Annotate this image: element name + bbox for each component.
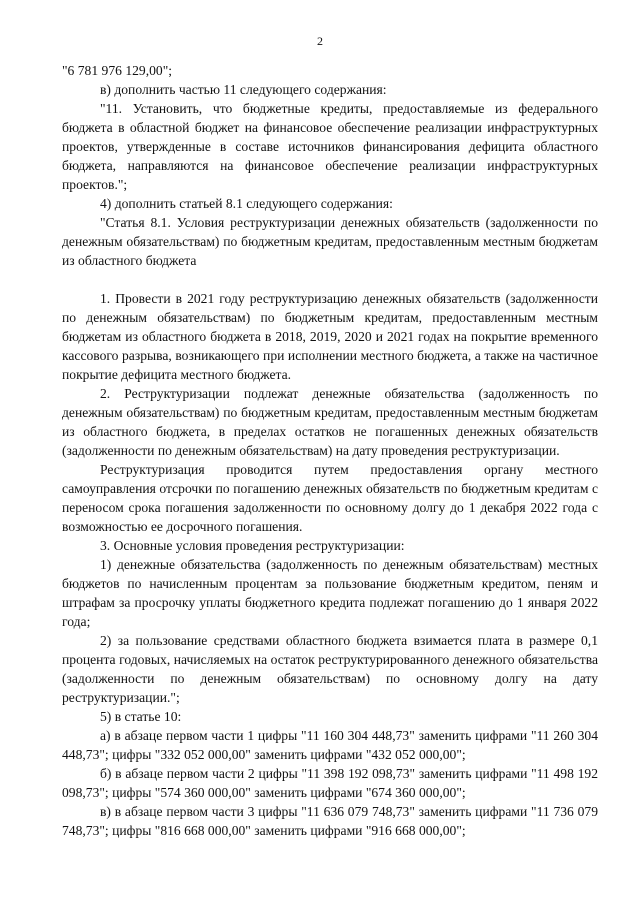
paragraph: б) в абзаце первом части 2 цифры "11 398 192 098,73" заменить цифрами "11 498 192 098,73"; цифры "574 360 000,00" заменить цифрами "674 360 000,00"; — [62, 766, 598, 800]
paragraph: 1) денежные обязательства (задолженность по денежным обязательствам) местных бюджетов по начисленным процентам за пользование бюджетным кредитом, пеням и штрафам за просрочку уплаты бюджетного кредита подлежат погашению до 1 января 2022 года; — [62, 557, 598, 629]
paragraph: а) в абзаце первом части 1 цифры "11 160 304 448,73" заменить цифрами "11 260 304 448,73"; цифры "332 052 000,00" заменить цифрами "432 052 000,00"; — [62, 728, 598, 762]
paragraph: "11. Установить, что бюджетные кредиты, предоставляемые из федерального бюджета в областной бюджет на финансовое обеспечение реализации инфраструктурных проектов, утвержденные в составе источников финансирования дефицита областного бюджета, направляются на финансовое обеспечение реализации инфраструктурных проектов."; — [62, 101, 598, 192]
page-number: 2 — [317, 34, 323, 48]
paragraph: в) дополнить частью 11 следующего содержания: — [100, 82, 387, 97]
blank-line — [62, 270, 598, 289]
paragraph: 1. Провести в 2021 году реструктуризацию денежных обязательств (задолженности по денежным обязательствам) по бюджетным кредитам, предоставленным местным бюджетам из областного бюджета в 2018, 2019, 2020 и 2021 годах на покрытие временного кассового разрыва, возникающего при исполнении местного бюджета, а также на частичное покрытие дефицита местного бюджета. — [62, 291, 598, 382]
paragraph: Реструктуризация проводится путем предоставления органу местного самоуправления отсрочки по погашению денежных обязательств по бюджетным кредитам с переносом срока погашения задолженности по основному долгу до 1 декабря 2022 года с возможностью ее досрочного погашения. — [62, 462, 598, 534]
paragraph: 2. Реструктуризации подлежат денежные обязательства (задолженность по денежным обязательствам) по бюджетным кредитам, предоставленным местным бюджетам из областного бюджета, в пределах остатков не погашенных денежных обязательств (задолженности по денежным обязательствам) на дату проведения реструктуризации. — [62, 386, 598, 458]
document-body — [62, 61, 598, 840]
paragraph: 5) в статье 10: — [100, 709, 182, 724]
paragraph: в) в абзаце первом части 3 цифры "11 636 079 748,73" заменить цифрами "11 736 079 748,73"; цифры "816 668 000,00" заменить цифрами "916 668 000,00"; — [62, 804, 598, 838]
paragraph: 2) за пользование средствами областного бюджета взимается плата в размере 0,1 процента годовых, начисляемых на остаток реструктурированного денежного обязательства (задолженности по денежным обязательствам) по основному долгу на дату реструктуризации."; — [62, 633, 598, 705]
paragraph: "6 781 976 129,00"; — [62, 63, 173, 78]
paragraph: 3. Основные условия проведения реструктуризации: — [100, 538, 405, 553]
article-heading: "Статья 8.1. Условия реструктуризации денежных обязательств (задолженности по денежным обязательствам) по бюджетным кредитам, предоставленным местным бюджетам из областного бюджета — [62, 215, 598, 268]
paragraph: 4) дополнить статьей 8.1 следующего содержания: — [100, 196, 393, 211]
